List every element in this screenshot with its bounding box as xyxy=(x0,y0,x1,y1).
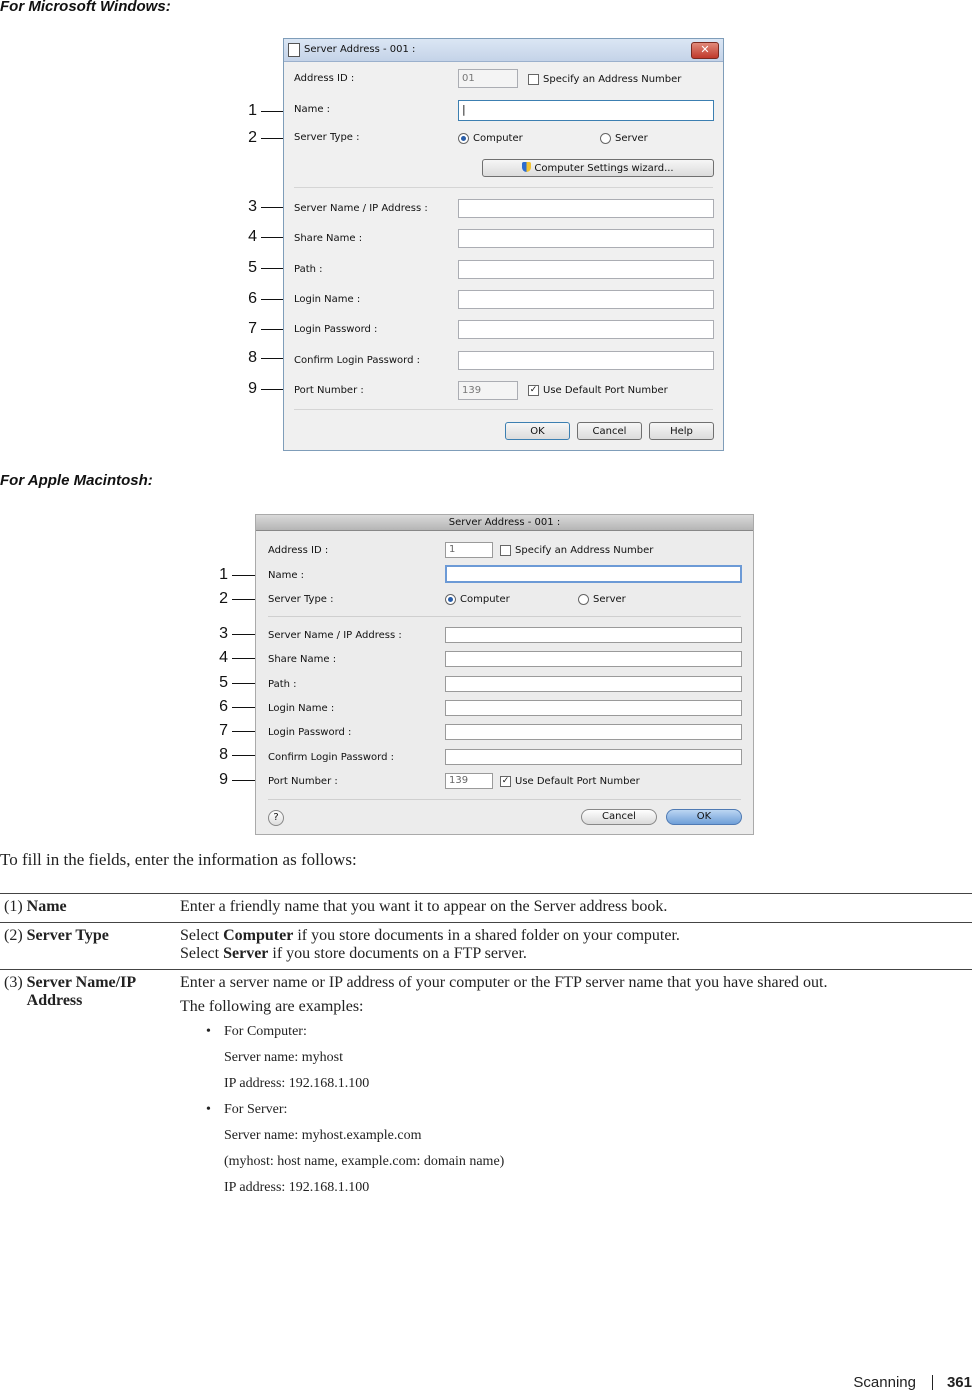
callout-7: 7 xyxy=(216,722,266,740)
separator xyxy=(268,616,741,617)
windows-dialog-title: Server Address - 001 : xyxy=(304,44,416,55)
port-number-field: 139 xyxy=(445,773,493,789)
server-radio[interactable]: Server xyxy=(578,594,626,605)
windows-heading: For Microsoft Windows: xyxy=(0,0,171,15)
computer-settings-wizard-button[interactable]: Computer Settings wizard... xyxy=(482,159,714,177)
definition: Enter a friendly name that you want it to appear on the Server address book. xyxy=(180,898,668,915)
cancel-button[interactable]: Cancel xyxy=(577,422,642,440)
path-label: Path : xyxy=(268,679,297,690)
path-field[interactable] xyxy=(445,676,742,692)
server-name-label: Server Name / IP Address : xyxy=(294,203,428,214)
address-id-label: Address ID : xyxy=(294,73,355,84)
callout-4: 4 xyxy=(216,649,266,667)
help-button[interactable]: Help xyxy=(649,422,714,440)
list-item: • For Computer: Server name: myhost IP address: 192.168.1.100 xyxy=(206,1024,370,1091)
callout-1: 1 xyxy=(216,566,266,584)
address-id-field: 1 xyxy=(445,542,493,558)
document-icon xyxy=(288,43,300,57)
section-name: Scanning xyxy=(853,1374,916,1391)
callout-9: 9 xyxy=(245,380,293,398)
port-number-field: 139 xyxy=(458,381,518,400)
specify-address-checkbox[interactable]: Specify an Address Number xyxy=(500,545,653,556)
address-id-label: Address ID : xyxy=(268,545,329,556)
ok-button[interactable]: OK xyxy=(666,809,742,825)
callout-9: 9 xyxy=(216,771,266,789)
share-name-label: Share Name : xyxy=(294,233,363,244)
separator xyxy=(294,409,713,410)
login-password-label: Login Password : xyxy=(294,324,378,335)
callout-8: 8 xyxy=(245,349,293,367)
server-name-label: Server Name / IP Address : xyxy=(268,630,402,641)
name-label: Name : xyxy=(294,104,331,115)
path-label: Path : xyxy=(294,264,323,275)
term: (2) Server Type xyxy=(4,927,109,944)
windows-dialog xyxy=(283,38,724,451)
mac-dialog xyxy=(255,514,754,835)
callout-3: 3 xyxy=(245,198,293,216)
login-name-label: Login Name : xyxy=(294,294,361,305)
separator xyxy=(294,187,713,188)
confirm-password-label: Confirm Login Password : xyxy=(268,752,395,763)
share-name-label: Share Name : xyxy=(268,654,337,665)
close-icon[interactable]: ✕ xyxy=(691,42,719,59)
name-field[interactable] xyxy=(445,565,742,583)
name-label: Name : xyxy=(268,570,305,581)
shield-icon xyxy=(522,162,531,172)
list-item: • For Server: Server name: myhost.example.com (myhost: host name, example.com: domain name) IP address: 192.168.1.100 xyxy=(206,1102,505,1195)
port-number-label: Port Number : xyxy=(268,776,338,787)
term: (1) Name xyxy=(4,898,67,915)
table-row xyxy=(0,970,972,1213)
specify-address-checkbox[interactable]: Specify an Address Number xyxy=(528,74,681,85)
intro-text: To fill in the fields, enter the information as follows: xyxy=(0,850,357,869)
separator xyxy=(268,799,741,800)
callout-2: 2 xyxy=(245,129,293,147)
server-name-field[interactable] xyxy=(445,627,742,643)
login-name-field[interactable] xyxy=(458,290,714,309)
field-definitions-table xyxy=(0,893,972,1212)
page-footer xyxy=(853,1374,972,1391)
confirm-password-field[interactable] xyxy=(445,749,742,765)
computer-radio[interactable]: Computer xyxy=(445,594,510,605)
confirm-password-field[interactable] xyxy=(458,351,714,370)
table-row xyxy=(0,923,972,970)
login-password-label: Login Password : xyxy=(268,727,352,738)
table-row xyxy=(0,894,972,923)
server-name-field[interactable] xyxy=(458,199,714,218)
page-number: 361 xyxy=(946,1374,972,1391)
address-id-field: 01 xyxy=(458,69,518,88)
server-type-label: Server Type : xyxy=(268,594,334,605)
divider xyxy=(932,1375,933,1390)
share-name-field[interactable] xyxy=(445,651,742,667)
port-number-label: Port Number : xyxy=(294,385,364,396)
callout-4: 4 xyxy=(245,228,293,246)
definition: Select Computer if you store documents in a shared folder on your computer. Select Server if you store documents on a FTP server. xyxy=(180,927,680,962)
share-name-field[interactable] xyxy=(458,229,714,248)
mac-dialog-title: Server Address - 001 : xyxy=(256,515,753,531)
login-password-field[interactable] xyxy=(458,320,714,339)
callout-8: 8 xyxy=(216,746,266,764)
callout-6: 6 xyxy=(216,698,266,716)
callout-5: 5 xyxy=(216,674,266,692)
login-name-label: Login Name : xyxy=(268,703,335,714)
help-icon[interactable]: ? xyxy=(268,810,284,826)
callout-6: 6 xyxy=(245,290,293,308)
callout-3: 3 xyxy=(216,625,266,643)
windows-title-bar xyxy=(284,39,723,62)
server-type-label: Server Type : xyxy=(294,132,360,143)
callout-1: 1 xyxy=(245,102,293,120)
computer-radio[interactable]: Computer xyxy=(458,133,523,144)
term: (3) Server Name/IP Address xyxy=(4,974,136,1009)
confirm-password-label: Confirm Login Password : xyxy=(294,355,421,366)
definition: Enter a server name or IP address of your computer or the FTP server name that you have shared out. The following are examples: • For Computer: Server name: myhost IP address: 192.168.1.100 • For Server: Server name: myhost.example.com (myhost: host name, example.com: domain name) IP address: 192.168.1.100 xyxy=(180,970,972,1213)
path-field[interactable] xyxy=(458,260,714,279)
name-field[interactable]: | xyxy=(458,100,714,121)
default-port-checkbox[interactable]: ✓ Use Default Port Number xyxy=(501,776,640,787)
default-port-checkbox[interactable]: ✓ Use Default Port Number xyxy=(529,385,668,396)
server-radio[interactable]: Server xyxy=(600,133,648,144)
callout-5: 5 xyxy=(245,259,293,277)
callout-7: 7 xyxy=(245,320,293,338)
callout-2: 2 xyxy=(216,590,266,608)
login-name-field[interactable] xyxy=(445,700,742,716)
cancel-button[interactable]: Cancel xyxy=(581,809,657,825)
ok-button[interactable]: OK xyxy=(505,422,570,440)
mac-heading: For Apple Macintosh: xyxy=(0,472,153,489)
login-password-field[interactable] xyxy=(445,724,742,740)
